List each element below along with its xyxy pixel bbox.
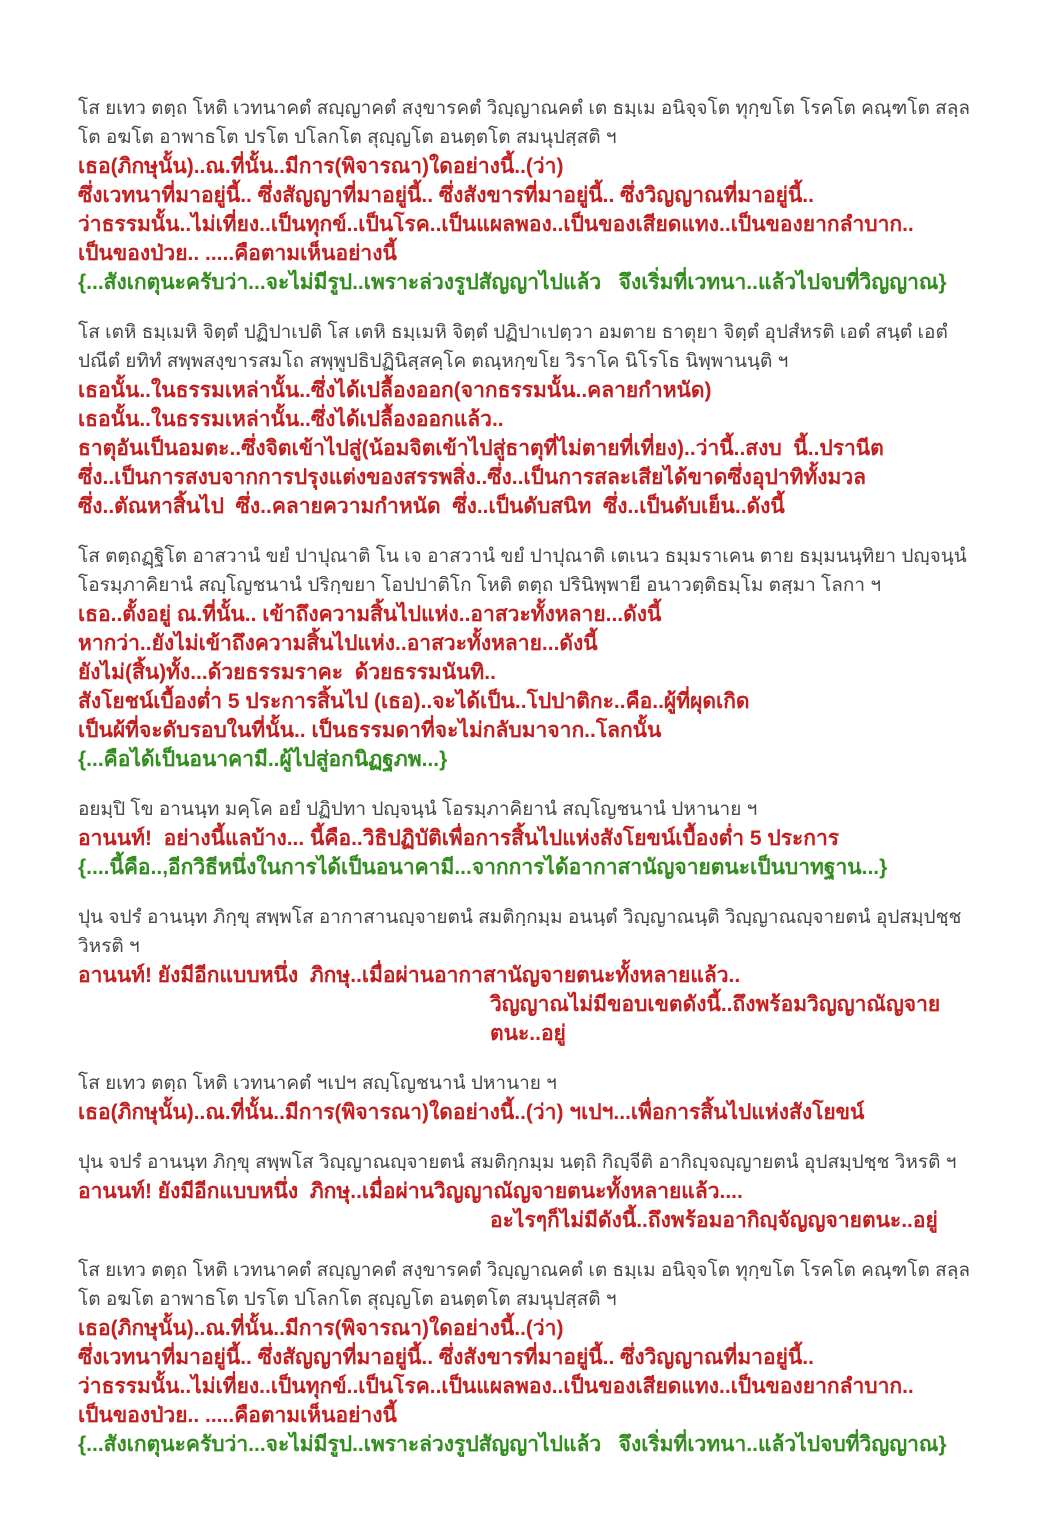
- paragraph-1: [78, 94, 1002, 297]
- translation-line: เป็นผ้ที่จะดับรอบในที่นั้น.. เป็นธรรมดาที่จะไม่กลับมาจาก..โลกนั้น: [78, 719, 662, 742]
- translation-line: อานนท์! ยังมีอีกแบบหนึ่ง ภิกษุ..เมื่อผ่านวิญญาณัญจายตนะทั้งหลายแล้ว....: [78, 1180, 743, 1203]
- paragraph-4: [78, 795, 1002, 882]
- translation-line: ธาตุอันเป็นอมตะ..ซึ่งจิตเข้าไปสู่(น้อมจิตเข้าไปสู่ธาตุที่ไม่ตายที่เที่ยง)..ว่านี้..สงบ นี้..ปรานีต: [78, 437, 884, 460]
- translation-line: ซึ่งเวทนาที่มาอยู่นี้.. ซึ่งสัญญาที่มาอยู่นี้.. ซึ่งสังขารที่มาอยู่นี้.. ซึ่งวิญญาณที่มาอยู่นี้..: [78, 1346, 814, 1369]
- translation-line: เธอนั้น..ในธรรมเหล่านั้น..ซึ่งได้เปลื้องออก(จากธรรมนั้น..คลายกำหนัด): [78, 379, 712, 402]
- translation-line-indented: วิญญาณไม่มีขอบเขตดังนี้..ถึงพร้อมวิญญาณัญจายตนะ..อยู่: [490, 993, 941, 1045]
- paragraph-5: [78, 903, 1002, 1048]
- pali-line: โต อฆโต อาพาธโต ปรโต ปโลกโต สุญฺญโต อนตฺตโต สมนุปสฺสติ ฯ: [78, 127, 617, 148]
- translation-line: ซึ่ง..เป็นการสงบจากการปรุงแต่งของสรรพสิ่ง..ซึ่ง..เป็นการสละเสียได้ขาดซึ่งอุปาทิทั้งมวล: [78, 466, 867, 489]
- translation-line: ยังไม่(สิ้น)ทั้ง...ด้วยธรรมราคะ ด้วยธรรมนันทิ..: [78, 661, 496, 684]
- translation-line: สังโยชน์เบื้องต่ำ 5 ประการสิ้นไป (เธอ)..จะได้เป็น..โปปาติกะ..คือ..ผู้ที่ผุดเกิด: [78, 690, 750, 713]
- pali-line: วิหรติ ฯ: [78, 936, 140, 957]
- commentary-note-line: {....นี้คือ..,อีกวิธีหนึ่งในการได้เป็นอนาคามี...จากการได้อากาสานัญจายตนะเป็นบาทฐาน...}: [78, 856, 888, 879]
- pali-line: โต อฆโต อาพาธโต ปรโต ปโลกโต สุญฺญโต อนตฺตโต สมนุปสฺสติ ฯ: [78, 1289, 617, 1310]
- translation-line: เป็นของป่วย.. .....คือตามเห็นอย่างนี้: [78, 1404, 397, 1427]
- pali-line: โส ยเทว ตตฺถ โหติ เวทนาคตํ สญฺญาคตํ สงฺขารคตํ วิญฺญาณคตํ เต ธมฺเม อนิจฺจโต ทุกฺขโต โรคโต คณฺฑโต สลฺล: [78, 98, 970, 119]
- translation-line: ซึ่งเวทนาที่มาอยู่นี้.. ซึ่งสัญญาที่มาอยู่นี้.. ซึ่งสังขารที่มาอยู่นี้.. ซึ่งวิญญาณที่มาอยู่นี้..: [78, 184, 814, 207]
- paragraph-7: [78, 1148, 1002, 1235]
- commentary-note-line: {...คือได้เป็นอนาคามี..ผู้ไปสู่อกนิฏฐภพ...}: [78, 748, 448, 771]
- translation-line: ว่าธรรมนั้น..ไม่เที่ยง..เป็นทุกข์..เป็นโรค..เป็นแผลพอง..เป็นของเสียดแทง..เป็นของยากลำบาก..: [78, 1375, 914, 1398]
- pali-line: ปุน จปรํ อานนฺท ภิกฺขุ สพฺพโส อากาสานญฺจายตนํ สมติกฺกมฺม อนนฺตํ วิญฺญาณนฺติ วิญฺญาณญฺจายตนํ อุปสมฺปชฺช: [78, 907, 962, 928]
- commentary-note-line: {...สังเกตุนะครับว่า...จะไม่มีรูป..เพราะล่วงรูปสัญญาไปแล้ว จึงเริ่มที่เวทนา..แล้วไปจบที่วิญญาณ}: [78, 271, 947, 294]
- translation-line: เธอ(ภิกษุนั้น)..ณ.ที่นั้น..มีการ(พิจารณา)ใดอย่างนี้..(ว่า) ฯเปฯ...เพื่อการสิ้นไปแห่งสังโยขน์: [78, 1101, 865, 1124]
- translation-line: เธอนั้น..ในธรรมเหล่านั้น..ซึ่งได้เปลื้องออกแล้ว..: [78, 408, 504, 431]
- pali-line: โส ยเทว ตตฺถ โหติ เวทนาคตํ สญฺญาคตํ สงฺขารคตํ วิญฺญาณคตํ เต ธมฺเม อนิจฺจโต ทุกฺขโต โรคโต คณฺฑโต สลฺล: [78, 1260, 970, 1281]
- pali-line: ปุน จปรํ อานนฺท ภิกฺขุ สพฺพโส วิญฺญาณญฺจายตนํ สมติกฺกมฺม นตฺถิ กิญฺจีติ อากิญฺจญฺญายตนํ อุปสมฺปชฺช วิหรติ ฯ: [78, 1152, 957, 1173]
- pali-line: ปณีตํ ยทิทํ สพฺพสงฺขารสมโถ สพฺพูปธิปฏินิสฺสคฺโค ตณฺหกฺขโย วิราโค นิโรโธ นิพฺพานนฺติ ฯ: [78, 351, 789, 372]
- translation-line: เธอ(ภิกษุนั้น)..ณ.ที่นั้น..มีการ(พิจารณา)ใดอย่างนี้..(ว่า): [78, 155, 564, 178]
- commentary-note-line: {...สังเกตุนะครับว่า...จะไม่มีรูป..เพราะล่วงรูปสัญญาไปแล้ว จึงเริ่มที่เวทนา..แล้วไปจบที่วิญญาณ}: [78, 1433, 947, 1456]
- paragraph-2: [78, 318, 1002, 521]
- pali-line: โส ยเทว ตตฺถ โหติ เวทนาคตํ ฯเปฯ สญฺโญชนานํ ปหานาย ฯ: [78, 1073, 557, 1094]
- pali-line: อยมฺปิ โข อานนฺท มคฺโค อยํ ปฏิปทา ปญฺจนฺนํ โอรมฺภาคิยานํ สญฺโญชนานํ ปหานาย ฯ: [78, 799, 758, 820]
- pali-line: โส เตหิ ธมฺเมหิ จิตฺตํ ปฏิปาเปติ โส เตหิ ธมฺเมหิ จิตฺตํ ปฏิปาเปตฺวา อมตาย ธาตุยา จิตฺตํ อุปสํหรติ เอตํ สนฺตํ เอตํ: [78, 322, 948, 343]
- paragraph-6: [78, 1069, 1002, 1127]
- pali-line: โอรมฺภาคิยานํ สญฺโญชนานํ ปริกฺขยา โอปปาติโก โหติ ตตฺถ ปรินิพฺพายี อนาวตฺติธมฺโม ตสฺมา โลกา ฯ: [78, 575, 882, 596]
- translation-line: เป็นของป่วย.. .....คือตามเห็นอย่างนี้: [78, 242, 397, 265]
- translation-line: หากว่า..ยังไม่เข้าถึงความสิ้นไปแห่ง..อาสวะทั้งหลาย...ดังนี้: [78, 632, 598, 655]
- translation-line: ซึ่ง..ตัณหาสิ้นไป ซึ่ง..คลายความกำหนัด ซึ่ง..เป็นดับสนิท ซึ่ง..เป็นดับเย็น..ดังนี้: [78, 495, 785, 518]
- translation-line: เธอ..ตั้งอยู่ ณ.ที่นั้น.. เข้าถึงความสิ้นไปแห่ง..อาสวะทั้งหลาย...ดังนี้: [78, 603, 662, 626]
- paragraph-3: [78, 542, 1002, 774]
- translation-line: เธอ(ภิกษุนั้น)..ณ.ที่นั้น..มีการ(พิจารณา)ใดอย่างนี้..(ว่า): [78, 1317, 564, 1340]
- translation-line-indented: อะไรๆก็ไม่มีดังนี้..ถึงพร้อมอากิญฺจัญญจายตนะ..อยู่: [490, 1209, 938, 1232]
- translation-line: อานนท์! อย่างนี้แลบ้าง... นี้คือ..วิธิปฏิบัติเพื่อการสิ้นไปแห่งสังโยขน์เบื้องต่ำ 5 ประการ: [78, 827, 840, 850]
- translation-line: ว่าธรรมนั้น..ไม่เที่ยง..เป็นทุกข์..เป็นโรค..เป็นแผลพอง..เป็นของเสียดแทง..เป็นของยากลำบาก..: [78, 213, 914, 236]
- pali-line: โส ตตฺถฏฺฐิโต อาสวานํ ขยํ ปาปุณาติ โน เจ อาสวานํ ขยํ ปาปุณาติ เตเนว ธมฺมราเคน ตาย ธมฺมนนฺทิยา ปญฺจนฺนํ: [78, 546, 967, 567]
- translation-line: อานนท์! ยังมีอีกแบบหนึ่ง ภิกษุ..เมื่อผ่านอากาสานัญจายตนะทั้งหลายแล้ว..: [78, 964, 741, 987]
- paragraph-8: [78, 1256, 1002, 1459]
